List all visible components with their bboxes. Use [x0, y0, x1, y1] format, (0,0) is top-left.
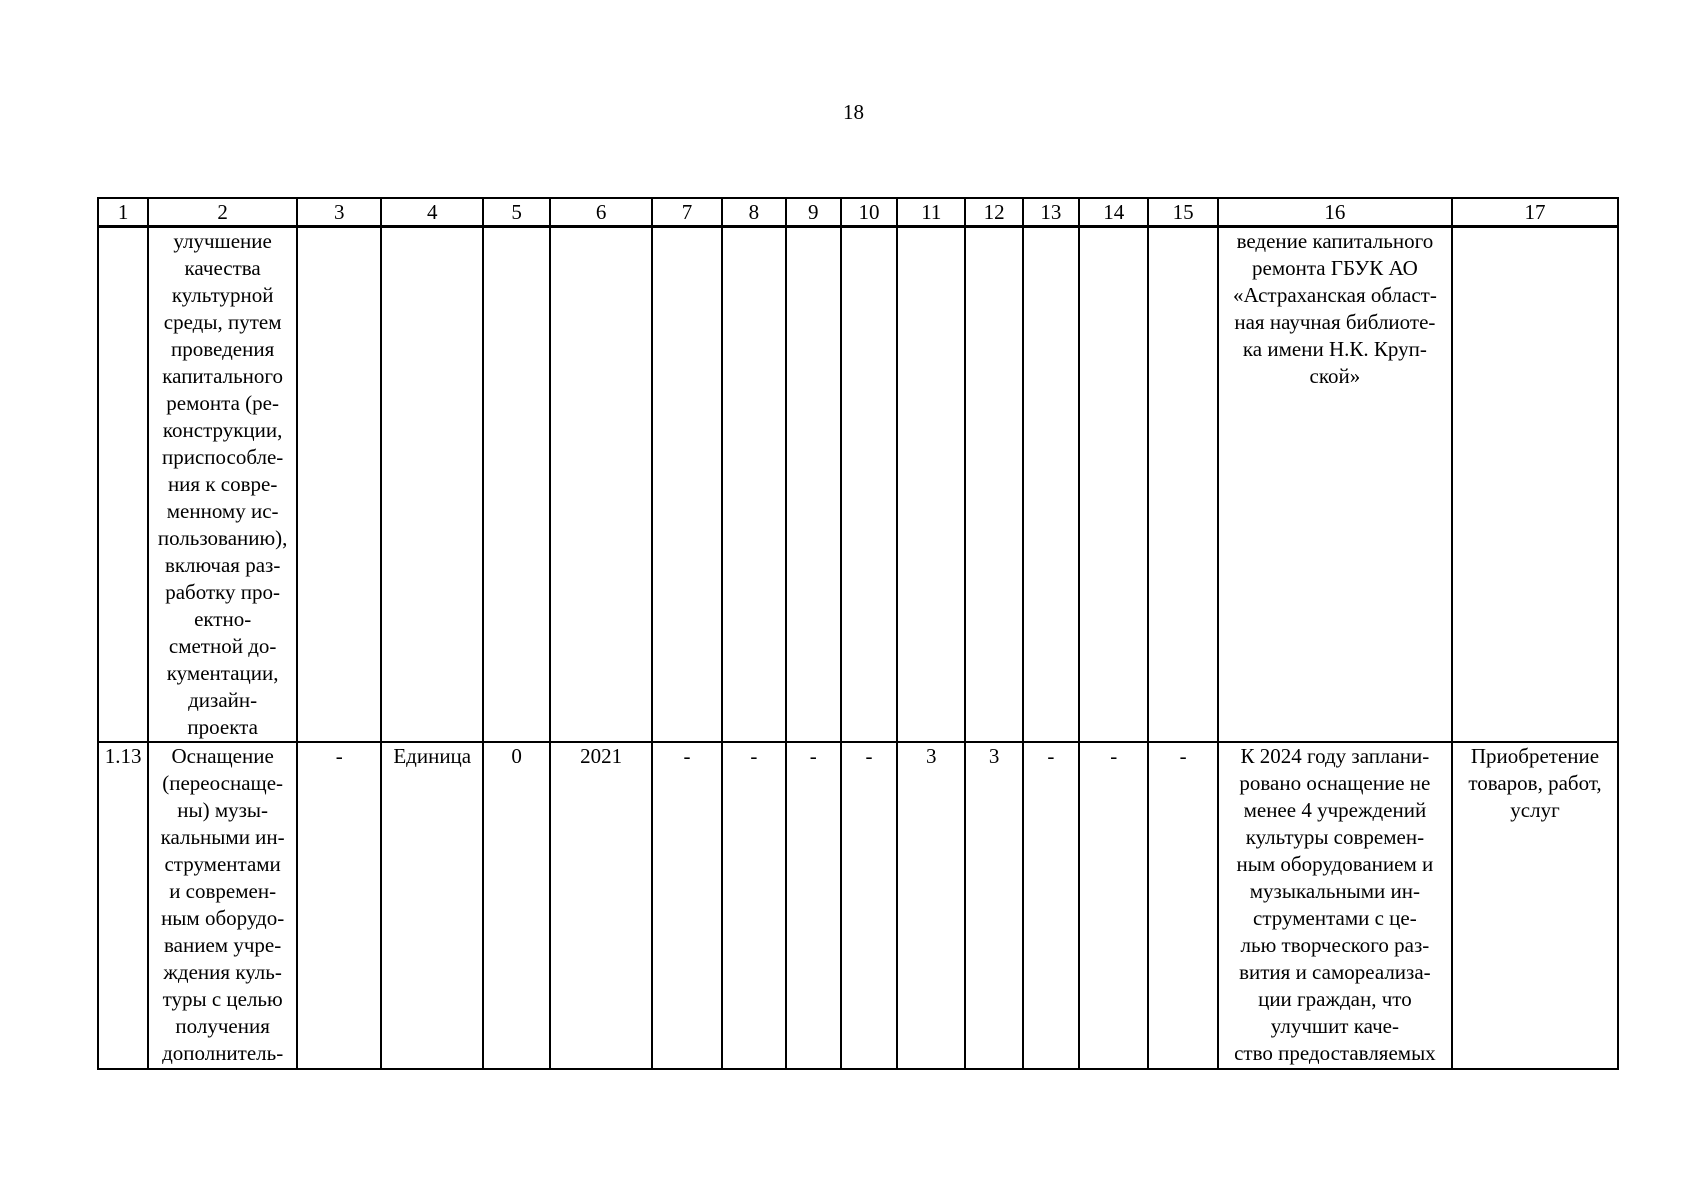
column-header: 12 [965, 198, 1022, 227]
table-cell [1023, 227, 1079, 743]
table-cell [98, 227, 148, 743]
column-header: 1 [98, 198, 148, 227]
table-cell [1452, 227, 1618, 743]
table-cell [652, 227, 722, 743]
table-cell: 2021 [550, 742, 652, 1069]
column-header: 7 [652, 198, 722, 227]
column-header: 14 [1079, 198, 1148, 227]
table-row [98, 227, 1618, 743]
table-cell: - [652, 742, 722, 1069]
table-cell [550, 227, 652, 743]
table-cell: улучшение качества культурной среды, путем проведения капитального ремонта (ре- конструкции, приспособле- ния к совре- менному ис- пользованию), включая раз- работку про- ектно- сметной до- кументации, дизайн- проекта [148, 227, 297, 743]
table-cell [1079, 227, 1148, 743]
table-cell: 1.13 [98, 742, 148, 1069]
column-header: 15 [1148, 198, 1217, 227]
column-header: 3 [297, 198, 381, 227]
table-cell [297, 227, 381, 743]
table-cell: 3 [897, 742, 965, 1069]
header-row [98, 198, 1618, 227]
table-row [98, 742, 1618, 1069]
column-header: 17 [1452, 198, 1618, 227]
column-header: 5 [483, 198, 550, 227]
table-cell [841, 227, 897, 743]
column-header: 13 [1023, 198, 1079, 227]
table-cell: Оснащение (переоснаще- ны) музы- кальными ин- струментами и современ- ным оборудо- ванием учре- ждения куль- туры с целью получения дополнитель- [148, 742, 297, 1069]
table-cell [1148, 227, 1217, 743]
table-cell: - [841, 742, 897, 1069]
page-number: 18 [843, 100, 864, 124]
table-cell [381, 227, 483, 743]
table-cell [483, 227, 550, 743]
column-header: 11 [897, 198, 965, 227]
table-cell: - [297, 742, 381, 1069]
table-cell: - [1023, 742, 1079, 1069]
table-cell: 3 [965, 742, 1022, 1069]
table-cell [786, 227, 841, 743]
column-header: 4 [381, 198, 483, 227]
table-cell: К 2024 году заплани- ровано оснащение не менее 4 учреждений культуры современ- ным оборудованием и музыкальными ин- струментами с це- лью творческого раз- вития и самореализа- ции граждан, что улучшит каче- ство предоставляемых [1218, 742, 1452, 1069]
table-cell: - [722, 742, 785, 1069]
table-cell: - [1079, 742, 1148, 1069]
table-cell [897, 227, 965, 743]
column-header: 2 [148, 198, 297, 227]
table-cell: ведение капитального ремонта ГБУК АО «Астраханская област- ная научная библиоте- ка имени Н.К. Круп- ской» [1218, 227, 1452, 743]
column-header: 10 [841, 198, 897, 227]
table-cell: Единица [381, 742, 483, 1069]
table-cell: Приобретение товаров, работ, услуг [1452, 742, 1618, 1069]
table-cell: - [1148, 742, 1217, 1069]
column-header: 9 [786, 198, 841, 227]
column-header: 16 [1218, 198, 1452, 227]
table-cell [965, 227, 1022, 743]
table-cell: - [786, 742, 841, 1069]
column-header: 6 [550, 198, 652, 227]
column-header: 8 [722, 198, 785, 227]
data-table [97, 197, 1619, 1070]
table-cell [722, 227, 785, 743]
table-cell: 0 [483, 742, 550, 1069]
